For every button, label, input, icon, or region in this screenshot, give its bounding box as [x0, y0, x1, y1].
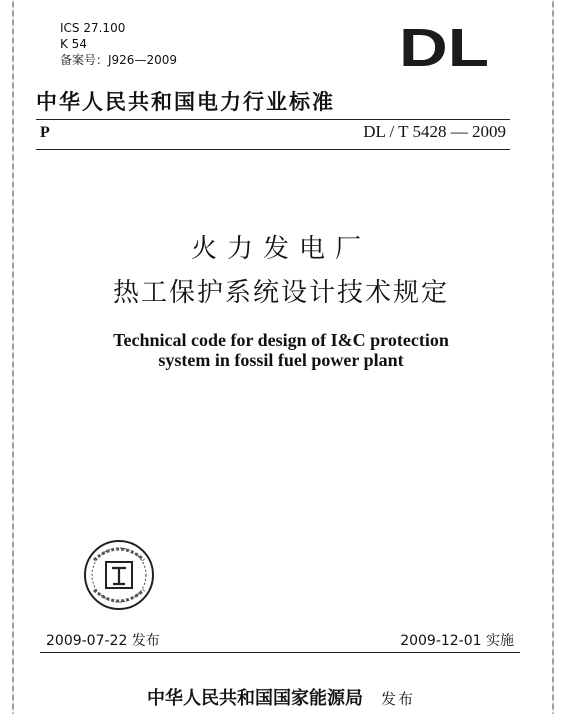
standard-title: 中华人民共和国电力行业标准: [36, 89, 335, 114]
title-en-line1: Technical code for design of I&C protection: [113, 330, 449, 350]
implement-date: 2009-12-01 实施: [400, 633, 514, 649]
standard-code: DL / T 5428 — 2009: [363, 122, 506, 141]
filing-number: 备案号：J926—2009: [60, 53, 177, 67]
code-rule: [36, 149, 510, 150]
dl-logo-text: DL: [399, 24, 489, 70]
title-en-line2: system in fossil fuel power plant: [158, 350, 404, 370]
category-letter: P: [40, 124, 50, 141]
issuer-name: 中华人民共和国国家能源局: [146, 688, 363, 709]
ccs-number: K 54: [60, 37, 87, 51]
ics-number: ICS 27.100: [60, 21, 126, 35]
title-cn-line2: 热工保护系统设计技术规定: [112, 278, 449, 308]
publish-date: 2009-07-22 发布: [46, 633, 160, 649]
issuer-verb: 发布: [380, 690, 415, 708]
title-cn-line1: 火力发电厂: [190, 234, 371, 264]
dl-logo: [398, 24, 490, 70]
issuer-line: [0, 684, 562, 710]
header-rule: [36, 119, 510, 120]
publisher-seal-icon: [82, 538, 156, 612]
classification-block: [60, 20, 177, 68]
footer-rule: [40, 652, 520, 653]
